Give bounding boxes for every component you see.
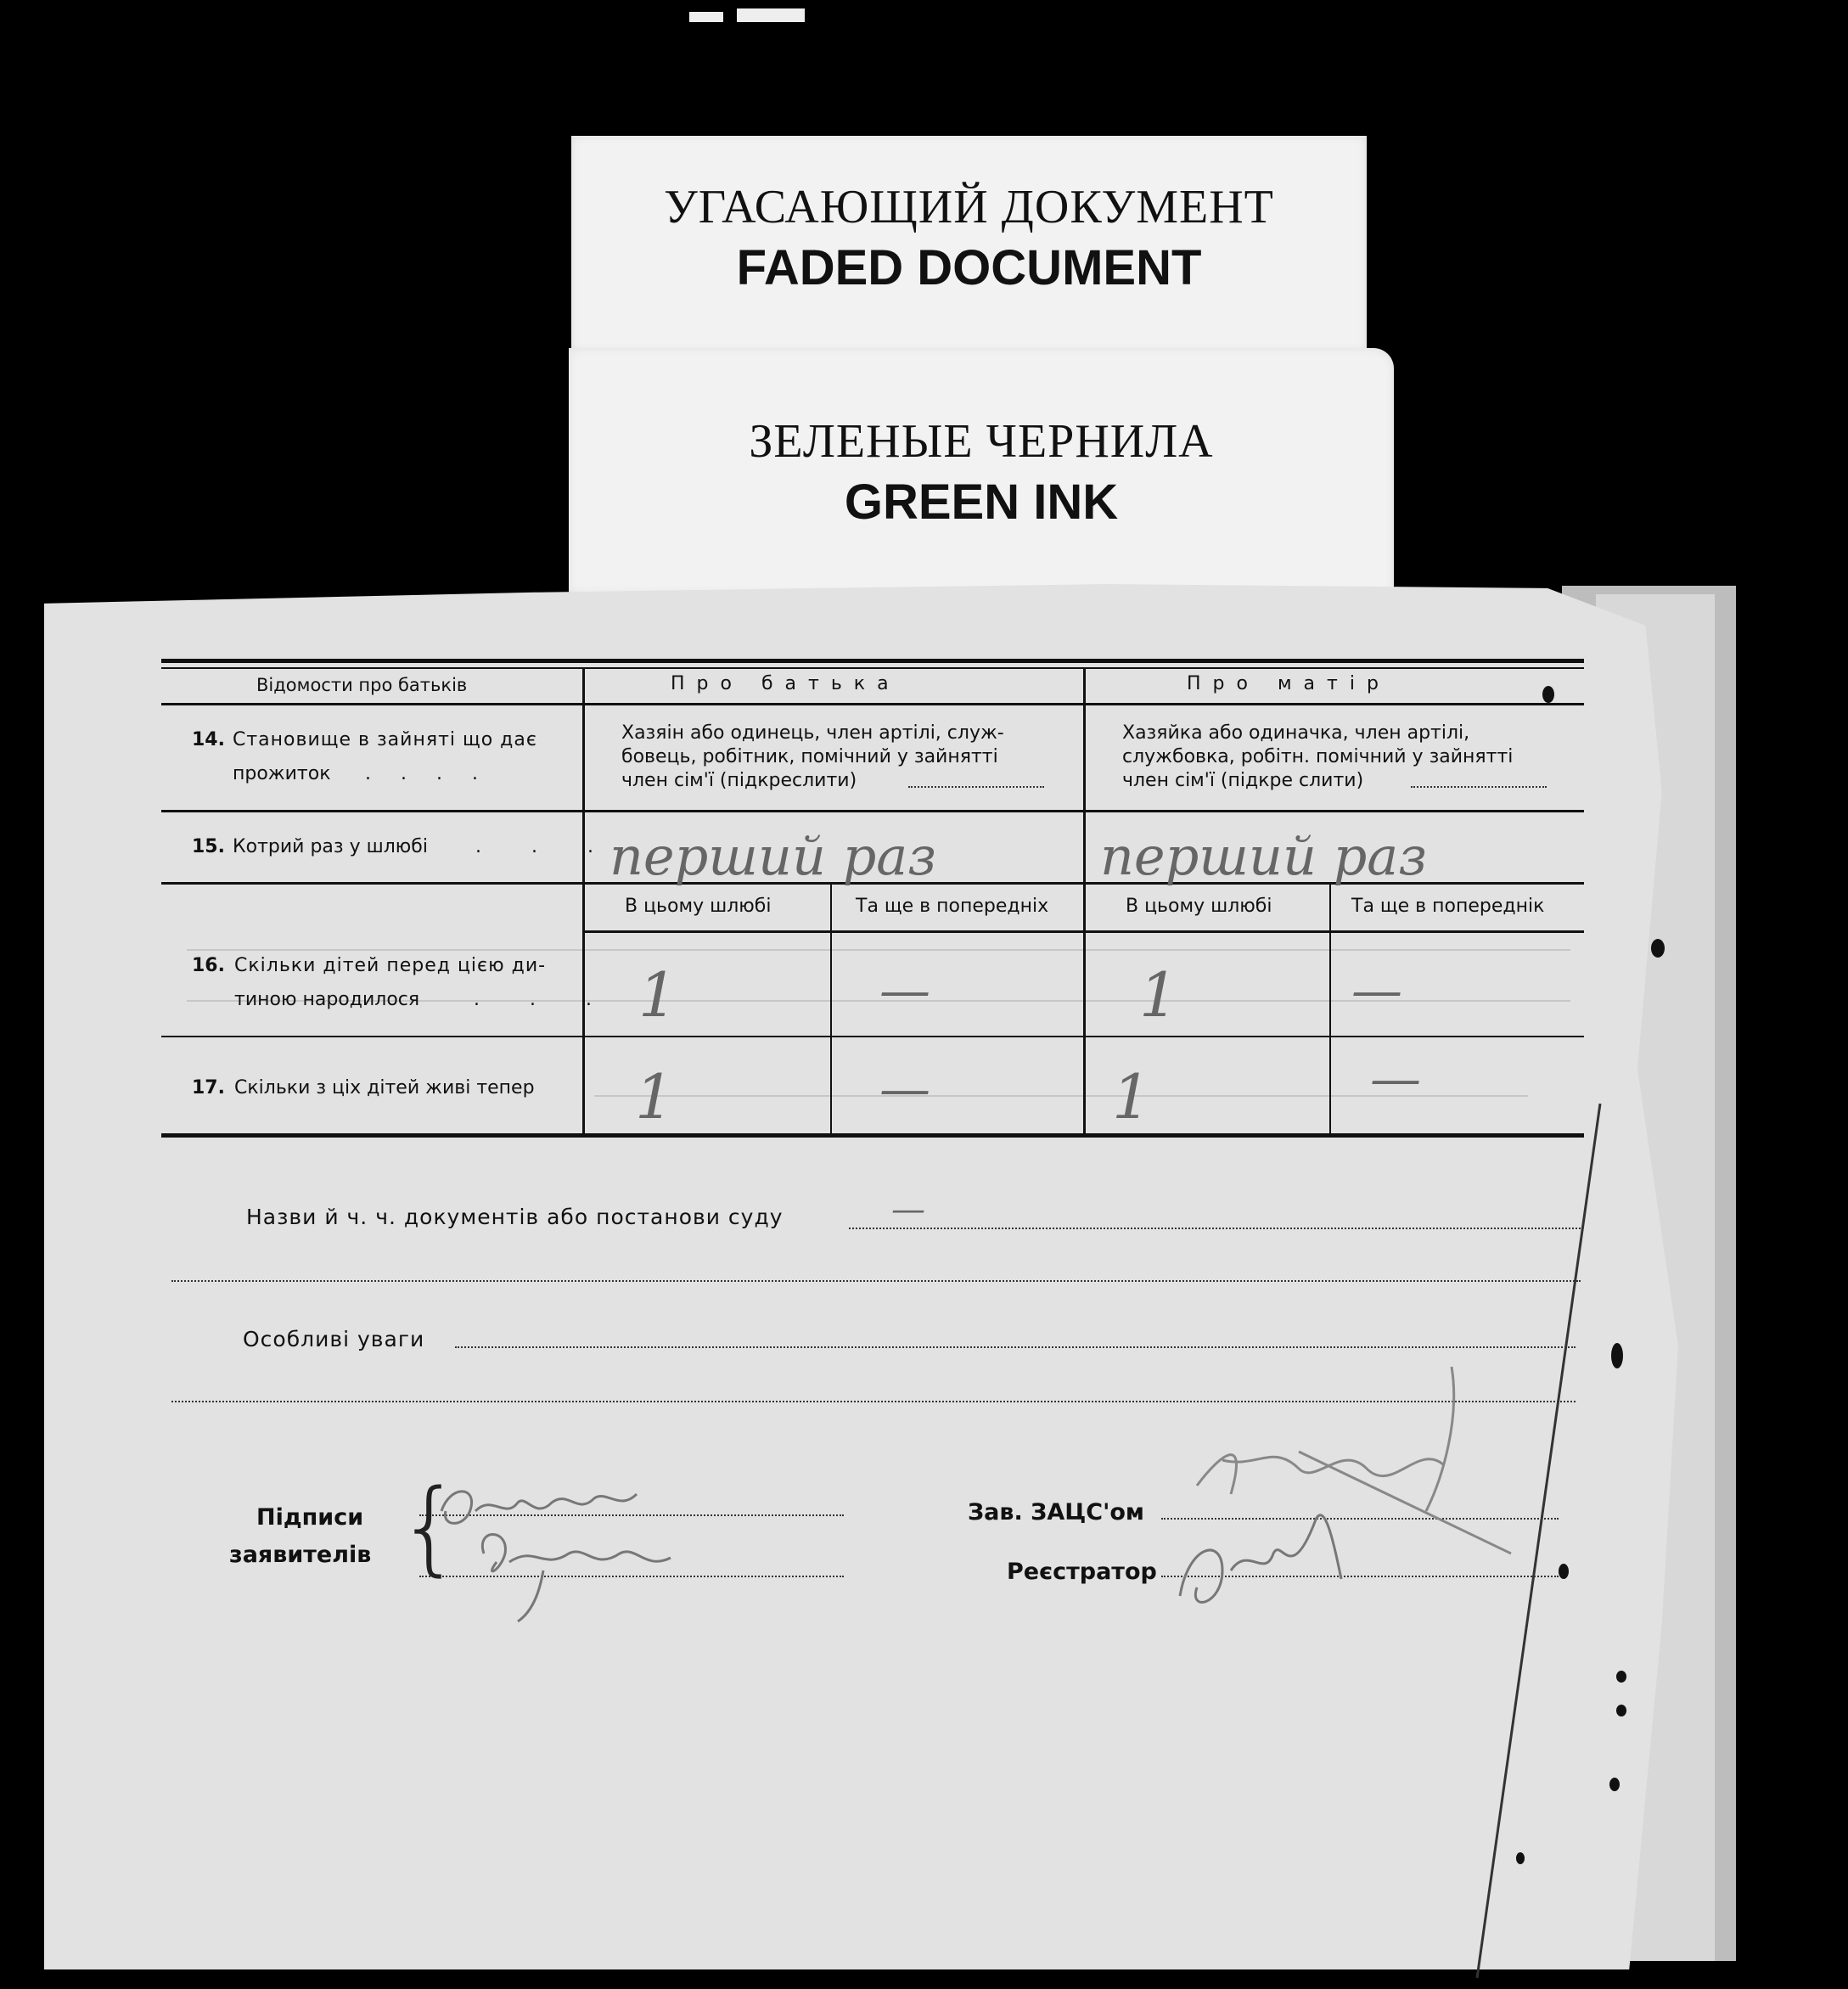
row14-father-line3: член сім'ї (підкреслити) <box>621 770 857 791</box>
head-zags-label: Зав. ЗАЦС'ом <box>968 1499 1144 1525</box>
subheader-mother-this: В цьому шлюбі <box>1126 896 1272 917</box>
row15-dots: . . . <box>475 836 615 857</box>
row16-label-line2: тиною народилося <box>234 989 420 1010</box>
ink-blot <box>1651 939 1665 958</box>
row14-bottom-rule <box>161 810 1584 812</box>
subheader-mother-previous: Та ще в попереднік <box>1351 896 1545 917</box>
table-top-rule <box>161 659 1584 663</box>
row16-label-line1: Скільки дітей перед цією ди- <box>234 955 547 976</box>
faded-document-label <box>571 136 1367 351</box>
row16-father-this-value: 1 <box>638 959 677 1031</box>
row16-bottom-rule <box>161 1036 1584 1037</box>
col-divider-2 <box>1083 667 1086 1134</box>
table-bottom-rule <box>161 1133 1584 1138</box>
col-divider-father-sub <box>830 885 832 1134</box>
ink-blot <box>1542 686 1554 703</box>
row14-number: 14. <box>192 729 225 750</box>
signatures-brace: { <box>397 1469 463 1587</box>
documents-line-2 <box>171 1280 1581 1282</box>
header-parents-info: Відомости про батьків <box>256 675 468 695</box>
subheader-father-this: В цьому шлюбі <box>625 896 772 917</box>
row17-number: 17. <box>192 1077 225 1098</box>
row15-father-handwriting: перший раз <box>609 825 937 887</box>
notes-label: Особливі уваги <box>243 1327 425 1351</box>
row16-dots: . . . <box>474 989 614 1010</box>
scan-artifact <box>737 8 805 22</box>
row15-number: 15. <box>192 836 225 857</box>
form-page <box>44 584 1678 1969</box>
row14-label-line2: прожиток <box>233 763 331 784</box>
row14-mother-fill-line <box>1411 786 1547 788</box>
page-fold-line <box>1443 1104 1613 1986</box>
row16-mother-previous-value: — <box>1351 961 1402 1020</box>
header-mother: Про матір <box>1187 673 1390 694</box>
row16-father-previous-value: — <box>879 961 930 1020</box>
ink-blot <box>1516 1852 1525 1864</box>
applicants-label-line1: Підписи <box>256 1504 364 1531</box>
header-father: Про батька <box>671 673 901 694</box>
applicants-label-line2: заявителів <box>229 1542 372 1568</box>
row14-father-fill-line <box>908 786 1044 788</box>
row14-label-line1: Становище в зайняті що дає <box>233 729 537 750</box>
row17-label: Скільки з ціх дітей живі тепер <box>234 1077 535 1098</box>
header-bottom-rule <box>161 703 1584 705</box>
documents-label: Назви й ч. ч. документів або постанови суду <box>246 1205 784 1229</box>
table-top-rule-thin <box>161 667 1584 669</box>
row17-father-previous-value: — <box>879 1059 930 1119</box>
row14-father-line1: Хазяін або одинець, член артілі, служ- <box>621 722 1004 744</box>
ink-blot <box>1611 1343 1623 1368</box>
row14-dots: . . . . <box>365 763 490 784</box>
row17-mother-this-value: 1 <box>1112 1061 1151 1132</box>
col-divider-mother-sub <box>1329 885 1331 1134</box>
row14-mother-line2: службовка, робітн. помічний у зайнятті <box>1122 746 1514 767</box>
ink-blot <box>1559 1564 1569 1579</box>
ink-blot <box>1616 1705 1626 1716</box>
row14-father-line2: бовець, робітник, помічний у зайнятті <box>621 746 998 767</box>
subheader-father-previous: Та ще в попередніх <box>856 896 1049 917</box>
bleed-through-line <box>187 949 1570 951</box>
faded-label-en: FADED DOCUMENT <box>736 240 1202 295</box>
row17-mother-previous-value: — <box>1370 1049 1421 1109</box>
row16-mother-this-value: 1 <box>1139 959 1178 1031</box>
registrar-label: Реєстратор <box>1007 1559 1157 1585</box>
row15-label: Котрий раз у шлюбі <box>233 836 428 857</box>
row14-mother-line3: член сім'ї (підкре слити) <box>1122 770 1364 791</box>
scan-artifact <box>689 12 723 22</box>
ink-blot <box>1616 1671 1626 1683</box>
ink-blot <box>1609 1778 1620 1791</box>
applicant-signatures-handwriting <box>424 1460 730 1630</box>
row17-father-this-value: 1 <box>635 1061 674 1132</box>
row14-mother-line1: Хазяйка або одиначка, член артілі, <box>1122 722 1470 744</box>
green-label-ru: ЗЕЛЕНЫЕ ЧЕРНИЛА <box>749 415 1214 468</box>
col-divider-1 <box>582 667 585 1134</box>
documents-value: — <box>891 1190 925 1229</box>
green-label-en: GREEN INK <box>844 475 1119 530</box>
faded-label-ru: УГАСАЮЩИЙ ДОКУМЕНТ <box>664 181 1274 233</box>
row16-number: 16. <box>192 955 225 976</box>
notes-line <box>455 1346 1576 1348</box>
row15-mother-handwriting: перший раз <box>1100 825 1428 887</box>
green-ink-label <box>569 348 1394 594</box>
